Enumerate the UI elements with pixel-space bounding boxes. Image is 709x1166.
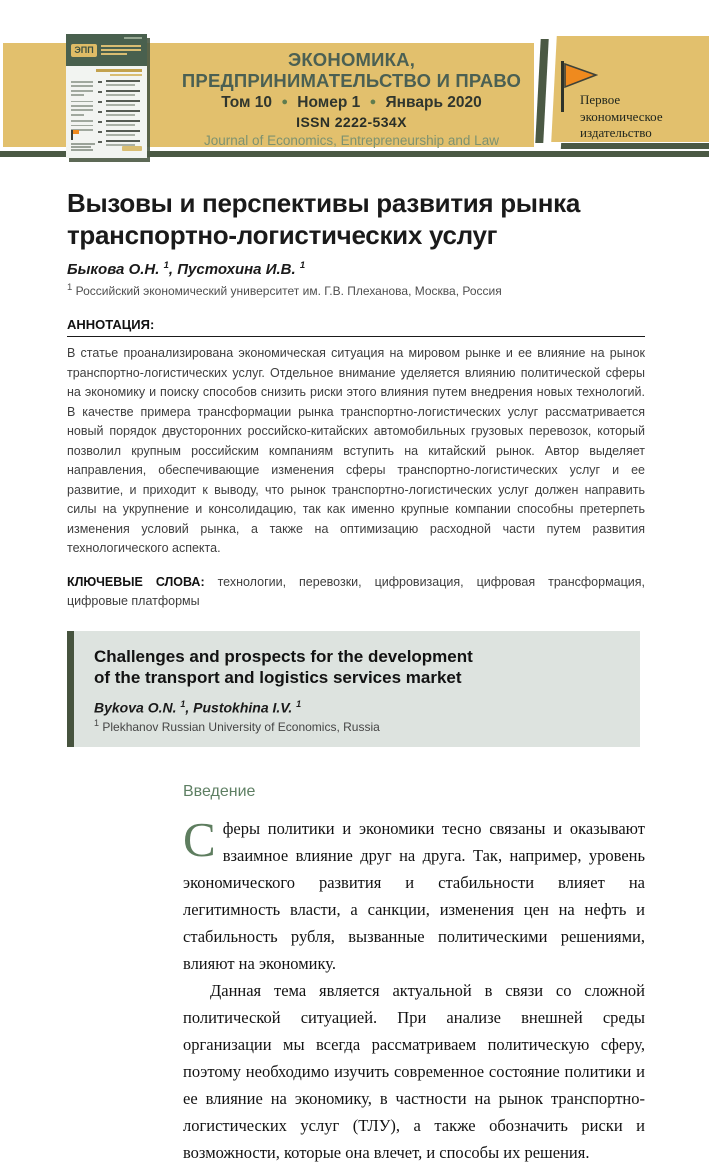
affiliation-line-en: $^1$ Plekhanov Russian University of Economics, Russia <box>94 718 380 735</box>
flag-icon <box>564 63 598 89</box>
author-2: Пустохина И.В. <box>177 261 296 278</box>
journal-title-line2: ПРЕДПРИНИМАТЕЛЬСТВО И ПРАВО <box>181 70 522 91</box>
issue-volume: Том 10 <box>221 94 273 111</box>
dropcap: С <box>183 812 216 868</box>
issn: ISSN 2222-534X <box>296 114 407 130</box>
author-1-en: Bykova O.N. <box>94 699 177 716</box>
cover-toc <box>98 80 142 150</box>
publisher-ribbon <box>533 35 709 155</box>
section-heading-introduction: Введение <box>183 783 256 801</box>
cover-flag-icon <box>71 130 73 140</box>
authors-line: Быкова О.Н. $^1$, Пустохина И.В. $^1$ <box>67 260 306 278</box>
publisher-name: Первое экономическое издательство <box>580 92 663 140</box>
keywords-line: КЛЮЧЕВЫЕ СЛОВА: технологии, перевозки, цифровизация, цифровая трансформация, цифровые платформы <box>67 574 646 608</box>
cover-button-shape <box>122 146 142 151</box>
journal-title-line1: ЭКОНОМИКА, <box>287 49 416 70</box>
intro-paragraph-2: Данная тема является актуальной в связи со сложной политической ситуацией. При анализе внешней среды организации мы всегда рассматриваем политическую сферу, поэтому необходимо изучить современное состояние политики и ее влияние на экономику, в частности на рынок транспортно-логистических услуг (ТЛУ), а также обозначить риски и возможности, которые она влечет, и способы их решения. <box>183 981 645 1163</box>
journal-cover-thumbnail <box>66 34 147 158</box>
article-title: Вызовы и перспективы развития рынка транспортно-логистических услуг <box>67 188 580 250</box>
issue-line <box>171 94 532 112</box>
article-content <box>67 163 645 1166</box>
article-title-en: Challenges and prospects for the development of the transport and logistics services market <box>94 646 473 687</box>
cover-left-col <box>71 81 93 133</box>
cover-header <box>66 34 147 66</box>
intro-paragraph-1: Сферы политики и экономики тесно связаны и оказывают взаимное влияние друг на друга. Так, например, уровень экономического развития и стабильности влияет на легитимность власти, а санкции, изменения цен на нефть и стабильность рубля, вызванные политическими решениями, влияют на экономику. <box>183 812 645 974</box>
authors-line-en: Bykova O.N. $^1$, Pustokhina I.V. $^1$ <box>94 698 302 716</box>
ribbon-stripe <box>535 39 548 143</box>
affiliation-line: $^1$ Российский экономический университет им. Г.В. Плеханова, Москва, Россия <box>67 282 502 298</box>
author-2-en: Pustokhina I.V. <box>193 699 293 716</box>
abstract-label: АННОТАЦИЯ: <box>67 317 645 337</box>
journal-title <box>171 49 532 91</box>
journal-logo: ЭПП <box>71 44 97 57</box>
issue-date: Январь 2020 <box>385 94 482 111</box>
ribbon-shadow <box>561 143 709 149</box>
introduction-section <box>183 783 645 1166</box>
keywords-label: КЛЮЧЕВЫЕ СЛОВА: <box>67 574 205 589</box>
journal-title-en: Journal of Economics, Entrepreneurship and Law <box>204 133 499 148</box>
bullet-icon: ● <box>369 96 377 108</box>
abstract-text: В статье проанализирована экономическая ситуация на мировом рынке и ее влияние на рынок транспортно-логистических услуг. Отдельное внимание уделяется влиянию политической сферы на экономику и поиску способов снизить риски этого влияния путем внедрения новых технологий. В качестве примера трансформации рынка транспортно-логистических услуг рассматривается новый порядок двусторонних российско-китайских автомобильных грузовых перевозок, который позволил крупным российским компаниям вступить на китайский рынок. Автор выделяет направления, обеспечивающие изменения сферы транспортно-логистических услуг и ее развитие, и приходит к выводу, что рынок транспортно-логистических услуг должен направить силы на укрупнение и консолидацию, так как именно крупные компании способны претерпеть изменения условий рынка, а также на оптимизацию расходной части путем развития технологического аспекта. <box>67 346 645 555</box>
author-1: Быкова О.Н. <box>67 261 160 278</box>
bullet-icon: ● <box>281 96 288 108</box>
issue-number: Номер 1 <box>297 94 361 111</box>
journal-header <box>0 0 709 166</box>
english-title-block <box>67 631 640 748</box>
